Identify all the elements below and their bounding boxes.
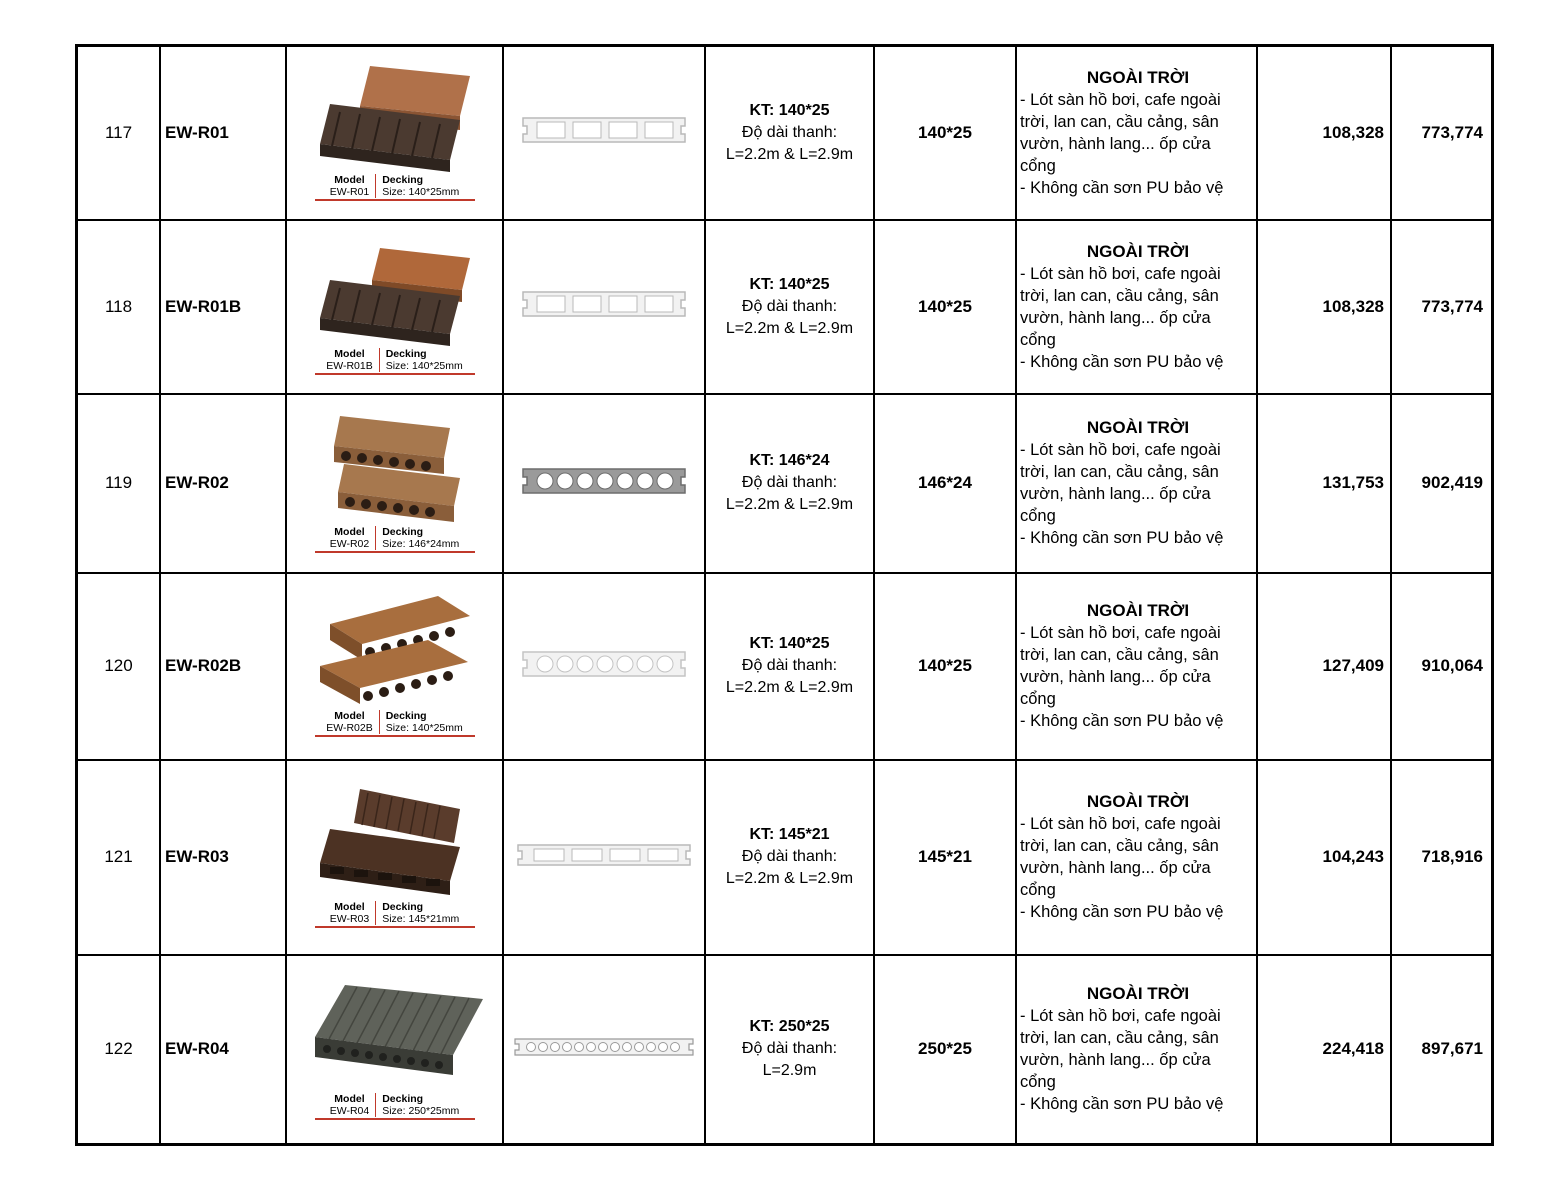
decking-board-photo-icon	[310, 238, 480, 346]
spec-title: KT: 145*21	[749, 826, 830, 843]
caption-model-label: Model	[334, 174, 365, 187]
desc-line: - Lót sàn hồ bơi, cafe ngoài	[1020, 441, 1221, 459]
table-row	[77, 573, 1493, 760]
caption-model: EW-R01	[329, 186, 370, 199]
unit-price: 131,753	[1257, 394, 1391, 573]
desc-line: cổng	[1020, 156, 1056, 175]
profile-cell	[503, 220, 705, 394]
unit-price: 108,328	[1257, 220, 1391, 394]
caption-underline	[315, 373, 475, 375]
unit-price: 104,243	[1257, 760, 1391, 955]
spec-title: KT: 140*25	[749, 635, 830, 652]
row-number: 120	[77, 573, 161, 760]
product-photo	[300, 787, 490, 928]
spec-title: KT: 140*25	[749, 101, 830, 119]
caption-type: Decking	[382, 174, 424, 187]
desc-line: - Không cần sơn PU bảo vệ	[1020, 712, 1224, 730]
product-photo-cell	[286, 955, 503, 1145]
desc-line: - Lót sàn hồ bơi, cafe ngoài	[1020, 90, 1221, 109]
description-cell	[1016, 760, 1257, 955]
desc-line: - Lót sàn hồ bơi, cafe ngoài	[1020, 624, 1221, 642]
product-photo	[300, 238, 490, 375]
profile-cell	[503, 46, 705, 220]
caption-size: Size: 140*25mm	[385, 721, 463, 734]
desc-line: vườn, hành lang... ốp cửa	[1020, 859, 1211, 877]
spec-line: L=2.9m	[762, 1062, 817, 1080]
size-value: 145*21	[874, 760, 1016, 955]
desc-line: - Không cần sơn PU bảo vệ	[1020, 529, 1224, 547]
product-photo	[300, 414, 490, 553]
spec-title: KT: 250*25	[749, 1018, 830, 1036]
caption-size: Size: 140*25mm	[382, 186, 460, 199]
row-number: 121	[77, 760, 161, 955]
spec-line: L=2.2m & L=2.9m	[725, 145, 854, 163]
decking-board-photo-icon	[310, 596, 480, 708]
caption-size: Size: 140*25mm	[385, 360, 463, 372]
unit-price: 108,328	[1257, 46, 1391, 220]
decking-board-photo-icon	[310, 414, 480, 524]
desc-line: trời, lan can, cầu cảng, sân	[1020, 837, 1219, 855]
description-cell	[1016, 955, 1257, 1145]
spec-cell	[705, 573, 874, 760]
spec-cell	[705, 394, 874, 573]
caption-size: Size: 146*24mm	[382, 537, 460, 550]
desc-line: vườn, hành lang... ốp cửa	[1020, 134, 1211, 153]
caption-model: EW-R01B	[326, 360, 373, 372]
desc-line: - Không cần sơn PU bảo vệ	[1020, 178, 1224, 197]
size-value: 250*25	[874, 955, 1016, 1145]
unit-price: 127,409	[1257, 573, 1391, 760]
desc-title: NGOÀI TRỜI	[1086, 601, 1190, 620]
desc-line: trời, lan can, cầu cảng, sân	[1020, 463, 1219, 481]
bar-price: 773,774	[1391, 220, 1493, 394]
bar-price: 718,916	[1391, 760, 1493, 955]
caption-type: Decking	[385, 709, 427, 722]
profile-cell	[503, 955, 705, 1145]
caption-model-label: Model	[334, 525, 365, 538]
spec-line: Độ dài thanh:	[741, 848, 838, 865]
desc-line: - Không cần sơn PU bảo vệ	[1020, 352, 1224, 371]
bar-price: 773,774	[1391, 46, 1493, 220]
product-code: EW-R03	[160, 760, 286, 955]
profile-cell	[503, 760, 705, 955]
caption-underline	[315, 735, 475, 737]
table-row	[77, 46, 1493, 220]
caption-model: EW-R02B	[326, 721, 373, 734]
spec-cell	[705, 46, 874, 220]
caption-model-label: Model	[334, 709, 365, 722]
caption-type: Decking	[382, 1092, 424, 1105]
size-value: 140*25	[874, 573, 1016, 760]
cross-section-profile-icon	[521, 466, 687, 496]
desc-title: NGOÀI TRỜI	[1086, 241, 1190, 261]
caption-model-label: Model	[334, 1092, 365, 1105]
desc-line: vườn, hành lang... ốp cửa	[1020, 308, 1211, 327]
desc-line: vườn, hành lang... ốp cửa	[1020, 1051, 1211, 1070]
caption-type: Decking	[382, 900, 424, 913]
product-code: EW-R01	[160, 46, 286, 220]
decking-board-photo-icon	[305, 979, 485, 1091]
spec-cell	[705, 955, 874, 1145]
caption-underline	[315, 926, 475, 928]
caption-type: Decking	[382, 525, 424, 538]
caption-model: EW-R02	[329, 537, 370, 550]
desc-line: - Lót sàn hồ bơi, cafe ngoài	[1020, 1007, 1221, 1026]
product-photo-cell	[286, 573, 503, 760]
unit-price: 224,418	[1257, 955, 1391, 1145]
size-value: 146*24	[874, 394, 1016, 573]
spec-line: Độ dài thanh:	[741, 657, 838, 674]
product-photo	[300, 64, 490, 201]
product-code: EW-R02	[160, 394, 286, 573]
caption-size: Size: 145*21mm	[382, 912, 460, 925]
table-row	[77, 220, 1493, 394]
spec-title: KT: 140*25	[749, 275, 830, 293]
product-price-table	[75, 44, 1494, 1146]
table-row	[77, 955, 1493, 1145]
desc-line: trời, lan can, cầu cảng, sân	[1020, 112, 1219, 131]
table-row	[77, 394, 1493, 573]
desc-line: cổng	[1020, 690, 1056, 708]
spec-line: Độ dài thanh:	[741, 474, 838, 491]
product-photo-cell	[286, 760, 503, 955]
spec-cell	[705, 760, 874, 955]
spec-title: KT: 146*24	[749, 452, 830, 469]
product-photo-cell	[286, 46, 503, 220]
spec-line: Độ dài thanh:	[741, 123, 838, 141]
table-row	[77, 760, 1493, 955]
product-photo	[300, 979, 490, 1120]
desc-line: vườn, hành lang... ốp cửa	[1020, 668, 1211, 686]
desc-line: trời, lan can, cầu cảng, sân	[1020, 286, 1219, 305]
desc-line: trời, lan can, cầu cảng, sân	[1020, 646, 1219, 664]
desc-line: cổng	[1020, 507, 1056, 525]
profile-cell	[503, 573, 705, 760]
desc-line: cổng	[1020, 330, 1056, 349]
size-value: 140*25	[874, 220, 1016, 394]
description-cell	[1016, 46, 1257, 220]
spec-line: Độ dài thanh:	[741, 1040, 838, 1058]
caption-model-label: Model	[334, 900, 365, 913]
decking-board-photo-icon	[310, 64, 480, 172]
desc-line: cổng	[1020, 1073, 1056, 1092]
cross-section-profile-icon	[521, 115, 687, 145]
spec-line: L=2.2m & L=2.9m	[725, 496, 854, 513]
spec-line: Độ dài thanh:	[741, 297, 838, 315]
caption-model: EW-R03	[329, 912, 370, 925]
desc-line: - Không cần sơn PU bảo vệ	[1020, 1095, 1224, 1114]
product-photo-cell	[286, 394, 503, 573]
caption-model-label: Model	[334, 348, 365, 360]
desc-title: NGOÀI TRỜI	[1086, 984, 1190, 1004]
desc-line: - Không cần sơn PU bảo vệ	[1020, 903, 1224, 921]
cross-section-profile-icon	[513, 1037, 695, 1057]
cross-section-profile-icon	[521, 649, 687, 679]
caption-underline	[315, 551, 475, 553]
profile-cell	[503, 394, 705, 573]
desc-title: NGOÀI TRỜI	[1086, 418, 1190, 437]
product-photo	[300, 596, 490, 737]
row-number: 118	[77, 220, 161, 394]
desc-line: vườn, hành lang... ốp cửa	[1020, 485, 1211, 503]
cross-section-profile-icon	[516, 842, 692, 868]
desc-line: cổng	[1020, 881, 1056, 899]
caption-underline	[315, 1118, 475, 1120]
description-cell	[1016, 220, 1257, 394]
desc-line: - Lót sàn hồ bơi, cafe ngoài	[1020, 264, 1221, 283]
description-cell	[1016, 573, 1257, 760]
product-code: EW-R01B	[160, 220, 286, 394]
product-photo-cell	[286, 220, 503, 394]
bar-price: 897,671	[1391, 955, 1493, 1145]
bar-price: 910,064	[1391, 573, 1493, 760]
bar-price: 902,419	[1391, 394, 1493, 573]
spec-cell	[705, 220, 874, 394]
row-number: 117	[77, 46, 161, 220]
desc-line: - Lót sàn hồ bơi, cafe ngoài	[1020, 815, 1221, 833]
product-code: EW-R02B	[160, 573, 286, 760]
caption-size: Size: 250*25mm	[382, 1104, 460, 1117]
spec-line: L=2.2m & L=2.9m	[725, 870, 854, 887]
caption-underline	[315, 199, 475, 201]
caption-type: Decking	[385, 348, 427, 360]
desc-title: NGOÀI TRỜI	[1086, 67, 1190, 87]
spec-line: L=2.2m & L=2.9m	[725, 319, 854, 337]
cross-section-profile-icon	[521, 289, 687, 319]
product-code: EW-R04	[160, 955, 286, 1145]
desc-line: trời, lan can, cầu cảng, sân	[1020, 1029, 1219, 1048]
row-number: 122	[77, 955, 161, 1145]
caption-model: EW-R04	[329, 1104, 370, 1117]
row-number: 119	[77, 394, 161, 573]
description-cell	[1016, 394, 1257, 573]
decking-board-photo-icon	[310, 787, 480, 899]
size-value: 140*25	[874, 46, 1016, 220]
spec-line: L=2.2m & L=2.9m	[725, 679, 854, 696]
desc-title: NGOÀI TRỜI	[1086, 792, 1190, 811]
